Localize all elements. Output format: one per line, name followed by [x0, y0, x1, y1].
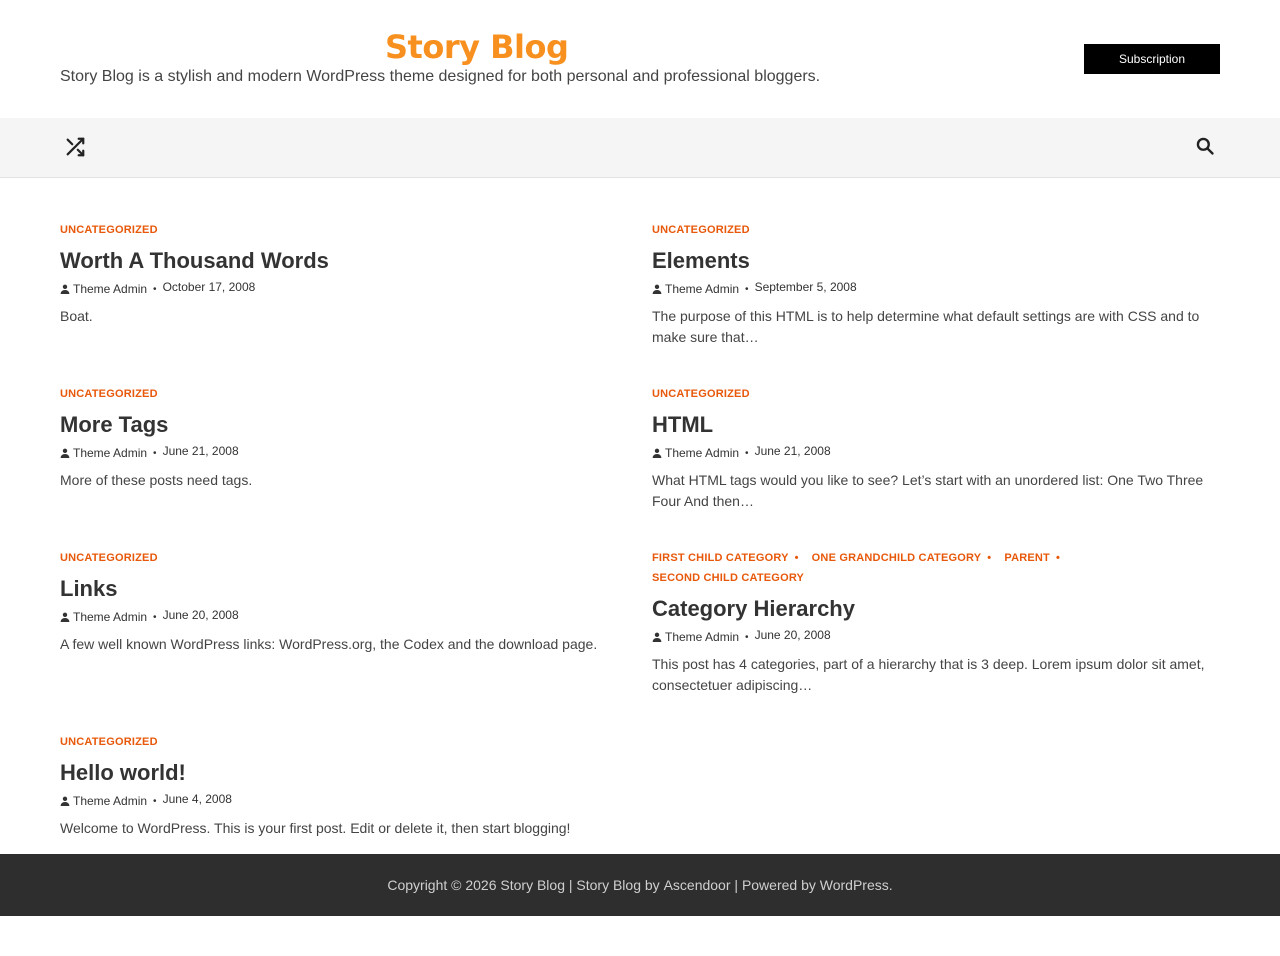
post-author[interactable]: Theme Admin — [665, 446, 740, 460]
post-card — [60, 220, 630, 327]
post-card — [60, 384, 630, 491]
site-header — [0, 0, 1280, 118]
post-title[interactable]: Worth A Thousand Words — [60, 248, 329, 273]
user-icon — [60, 284, 70, 294]
post-author[interactable]: Theme Admin — [73, 282, 148, 296]
post-title[interactable]: Elements — [652, 248, 750, 273]
category-link[interactable]: UNCATEGORIZED — [60, 552, 158, 564]
category-link[interactable]: UNCATEGORIZED — [60, 736, 158, 748]
post-meta — [60, 444, 630, 462]
user-icon — [60, 448, 70, 458]
footer-theme-name: Story Blog — [576, 877, 641, 893]
post-categories — [60, 548, 630, 568]
meta-separator: • — [153, 283, 157, 295]
site-tagline: Story Blog is a stylish and modern WordPress theme designed for both personal and professional bloggers. — [60, 68, 821, 85]
post-excerpt: A few well known WordPress links: WordPress.org, the Codex and the download page. — [60, 636, 598, 652]
category-link[interactable]: FIRST CHILD CATEGORY — [652, 552, 789, 564]
post-meta — [60, 608, 630, 626]
post-card — [60, 732, 630, 839]
post-card — [60, 548, 630, 655]
user-icon — [652, 284, 662, 294]
site-footer — [0, 854, 1280, 916]
post-author[interactable]: Theme Admin — [73, 610, 148, 624]
post-categories — [60, 220, 630, 240]
post-title[interactable]: HTML — [652, 412, 714, 437]
footer-powered-by: Powered by — [741, 877, 816, 893]
post-categories — [60, 384, 630, 404]
user-icon — [60, 612, 70, 622]
meta-separator: • — [745, 631, 749, 643]
post-date[interactable]: June 21, 2008 — [162, 444, 239, 458]
category-link[interactable]: SECOND CHILD CATEGORY — [652, 572, 805, 584]
subscription-button[interactable]: Subscription — [1084, 44, 1220, 74]
user-icon — [652, 448, 662, 458]
post-date[interactable]: September 5, 2008 — [754, 280, 857, 294]
category-separator: • — [794, 552, 799, 564]
user-icon — [652, 632, 662, 642]
footer-separator: | — [734, 877, 739, 893]
post-author[interactable]: Theme Admin — [665, 630, 740, 644]
post-excerpt: This post has 4 categories, part of a hierarchy that is 3 deep. Lorem ipsum dolor sit amet, consectetuer adipiscing… — [652, 656, 1205, 693]
post-date[interactable]: June 4, 2008 — [162, 792, 232, 806]
post-categories — [652, 384, 1222, 404]
post-date[interactable]: June 20, 2008 — [754, 628, 831, 642]
post-excerpt: Boat. — [60, 308, 93, 324]
post-title[interactable]: Category Hierarchy — [652, 596, 855, 621]
meta-separator: • — [153, 611, 157, 623]
category-separator: • — [987, 552, 992, 564]
meta-separator: • — [745, 447, 749, 459]
post-excerpt: What HTML tags would you like to see? Let’s start with an unordered list: One Two Three Four And then… — [652, 472, 1204, 509]
meta-separator: • — [153, 447, 157, 459]
post-excerpt: The purpose of this HTML is to help determine what default settings are with CSS and to make sure that… — [652, 308, 1200, 345]
footer-author-link[interactable]: Ascendoor — [663, 877, 731, 893]
post-title[interactable]: Hello world! — [60, 760, 186, 785]
post-meta — [60, 792, 630, 810]
post-excerpt: More of these posts need tags. — [60, 472, 253, 488]
nav-bar — [0, 118, 1280, 178]
post-categories — [652, 220, 1222, 240]
category-link[interactable]: UNCATEGORIZED — [60, 388, 158, 400]
category-link[interactable]: UNCATEGORIZED — [652, 388, 750, 400]
post-meta — [60, 280, 630, 298]
category-separator: • — [1055, 552, 1061, 564]
category-link[interactable]: ONE GRANDCHILD CATEGORY — [811, 552, 982, 564]
meta-separator: • — [745, 283, 749, 295]
footer-period: . — [888, 877, 893, 893]
post-author[interactable]: Theme Admin — [73, 446, 148, 460]
post-meta — [652, 444, 1222, 462]
post-date[interactable]: June 21, 2008 — [754, 444, 831, 458]
post-excerpt: Welcome to WordPress. This is your first post. Edit or delete it, then start blogging! — [60, 820, 571, 836]
user-icon — [60, 796, 70, 806]
category-link[interactable]: UNCATEGORIZED — [652, 224, 750, 236]
post-title[interactable]: More Tags — [60, 412, 169, 437]
post-categories — [60, 732, 630, 752]
post-date[interactable]: June 20, 2008 — [162, 608, 239, 622]
meta-separator: • — [153, 795, 157, 807]
footer-by: by — [644, 877, 660, 893]
post-author[interactable]: Theme Admin — [665, 282, 740, 296]
category-link[interactable]: UNCATEGORIZED — [60, 224, 158, 236]
category-link[interactable]: PARENT — [1004, 552, 1050, 564]
post-card — [652, 548, 1222, 696]
post-title[interactable]: Links — [60, 576, 118, 601]
post-categories — [652, 548, 1222, 588]
post-card — [652, 220, 1222, 348]
post-date[interactable]: October 17, 2008 — [162, 280, 256, 294]
post-card — [652, 384, 1222, 512]
post-meta — [652, 280, 1222, 298]
footer-copyright: Copyright © 2026 Story Blog — [387, 877, 565, 893]
search-icon[interactable] — [1195, 136, 1215, 156]
shuffle-icon[interactable] — [64, 136, 86, 158]
footer-wordpress-link[interactable]: WordPress — [819, 877, 889, 893]
site-logo[interactable]: Story Blog — [385, 28, 569, 66]
post-meta — [652, 628, 1222, 646]
footer-separator: | — [568, 877, 573, 893]
post-author[interactable]: Theme Admin — [73, 794, 148, 808]
